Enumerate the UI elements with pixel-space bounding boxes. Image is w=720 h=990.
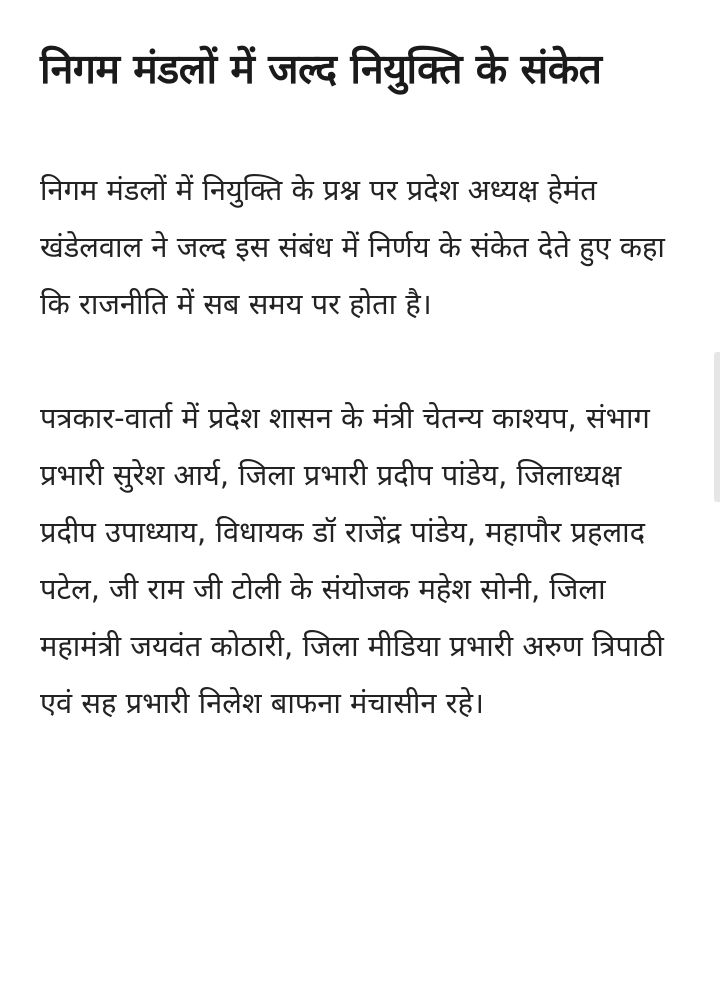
article-body <box>40 36 680 732</box>
article-paragraph-1: निगम मंडलों में नियुक्ति के प्रश्न पर प्रदेश अध्यक्ष हेमंत खंडेलवाल ने जल्द इस संबंध में निर्णय के संकेत देते हुए कहा कि राजनीति में सब समय पर होता है। <box>40 173 665 321</box>
article-headline: निगम मंडलों में जल्द नियुक्ति के संकेत <box>40 45 602 93</box>
article-paragraph-2: पत्रकार-वार्ता में प्रदेश शासन के मंत्री चेतन्य काश्यप, संभाग प्रभारी सुरेश आर्य, जिला प्रभारी प्रदीप पांडेय, जिलाध्यक्ष प्रदीप उपाध्याय, विधायक डॉ राजेंद्र पांडेय, महापौर प्रहलाद पटेल, जी राम जी टोली के संयोजक महेश सोनी, जिला महामंत्री जयवंत कोठारी, जिला मीडिया प्रभारी अरुण त्रिपाठी एवं सह प्रभारी निलेश बाफना मंचासीन रहे। <box>40 401 664 720</box>
scrollbar-thumb[interactable] <box>714 352 720 502</box>
